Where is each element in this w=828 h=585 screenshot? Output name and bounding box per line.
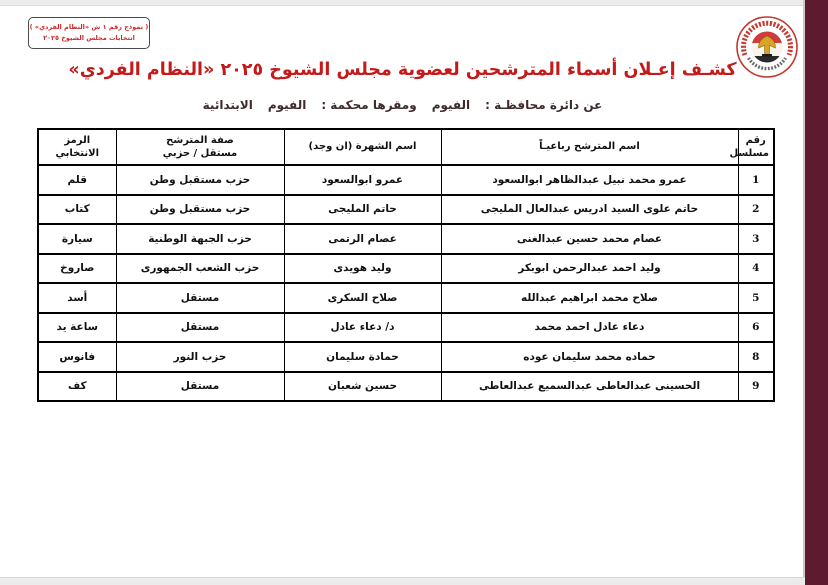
symbol-cell: قلم	[38, 165, 116, 195]
form-note-line2: انتخابات مجلس الشيوخ ٢٠٢٥	[43, 34, 135, 42]
affiliation-cell: حزب مستقبل وطن	[116, 165, 284, 195]
serial-cell: 3	[738, 224, 774, 254]
table-header-row	[38, 129, 774, 165]
table-row	[38, 372, 774, 402]
affiliation-cell: مستقل	[116, 313, 284, 343]
symbol-cell: سيارة	[38, 224, 116, 254]
affiliation-cell: حزب الجبهة الوطنية	[116, 224, 284, 254]
serial-cell: 8	[738, 342, 774, 372]
full-name-cell: دعاء عادل احمد محمد	[441, 313, 738, 343]
header-affiliation: صفة المترشح مستقل / حزبي	[116, 129, 284, 165]
full-name-cell: حاتم علوى السيد ادريس عبدالعال المليجى	[441, 195, 738, 225]
header-symbol: الرمز الانتخابي	[38, 129, 116, 165]
page-title: كشـف إعـلان أسماء المترشحين لعضوية مجلس الشيوخ ٢٠٢٥ «النظام الفردي»	[68, 60, 737, 80]
full-name-cell: عمرو محمد نبيل عبدالظاهر ابوالسعود	[441, 165, 738, 195]
serial-cell: 4	[738, 254, 774, 284]
symbol-cell: فانوس	[38, 342, 116, 372]
candidates-tbody	[38, 165, 774, 401]
full-name-cell: حماده محمد سليمان عوده	[441, 342, 738, 372]
court-suffix: الابتدائية	[202, 98, 253, 112]
affiliation-cell: حزب النور	[116, 342, 284, 372]
candidates-table	[37, 128, 775, 402]
symbol-cell: كتاب	[38, 195, 116, 225]
bottom-edge-strip	[0, 577, 805, 585]
full-name-cell: صلاح محمد ابراهيم عبدالله	[441, 283, 738, 313]
full-name-cell: وليد احمد عبدالرحمن ابوبكر	[441, 254, 738, 284]
table-row	[38, 313, 774, 343]
court-value: الفيوم	[267, 98, 307, 112]
known-as-cell: وليد هويدى	[284, 254, 441, 284]
known-as-cell: صلاح السكرى	[284, 283, 441, 313]
symbol-cell: صاروخ	[38, 254, 116, 284]
district-subtitle	[0, 98, 805, 112]
table-row	[38, 342, 774, 372]
top-edge-strip	[0, 0, 805, 6]
header-known-as: اسم الشهرة (ان وجد)	[284, 129, 441, 165]
known-as-cell: حمادة سليمان	[284, 342, 441, 372]
form-number-note	[28, 17, 150, 49]
known-as-cell: حسين شعبان	[284, 372, 441, 402]
serial-cell: 6	[738, 313, 774, 343]
affiliation-cell: مستقل	[116, 372, 284, 402]
form-note-line1: ( نموذج رقم ١ ش «النظام الفردي» )	[29, 22, 149, 31]
known-as-cell: د/ دعاء عادل	[284, 313, 441, 343]
affiliation-cell: حزب الشعب الجمهورى	[116, 254, 284, 284]
table-row	[38, 224, 774, 254]
table-row	[38, 283, 774, 313]
full-name-cell: عصام محمد حسين عبدالغنى	[441, 224, 738, 254]
header-full-name: اسم المترشح رباعيـاً	[441, 129, 738, 165]
table-row	[38, 165, 774, 195]
serial-cell: 5	[738, 283, 774, 313]
symbol-cell: كف	[38, 372, 116, 402]
symbol-cell: ساعة يد	[38, 313, 116, 343]
court-label: ومقرها محكمة :	[321, 98, 417, 112]
table-row	[38, 195, 774, 225]
known-as-cell: حاتم المليجى	[284, 195, 441, 225]
serial-cell: 2	[738, 195, 774, 225]
full-name-cell: الحسينى عبدالعاطى عبدالسميع عبدالعاطى	[441, 372, 738, 402]
district-label: عن دائرة محافظـة :	[485, 98, 603, 112]
affiliation-cell: مستقل	[116, 283, 284, 313]
header-serial: رقم مسلسل	[738, 129, 774, 165]
table-row	[38, 254, 774, 284]
serial-cell: 1	[738, 165, 774, 195]
known-as-cell: عمرو ابوالسعود	[284, 165, 441, 195]
symbol-cell: أسد	[38, 283, 116, 313]
district-value: الفيوم	[431, 98, 471, 112]
window-side-bar	[803, 0, 828, 585]
serial-cell: 9	[738, 372, 774, 402]
affiliation-cell: حزب مستقبل وطن	[116, 195, 284, 225]
known-as-cell: عصام الرتمى	[284, 224, 441, 254]
